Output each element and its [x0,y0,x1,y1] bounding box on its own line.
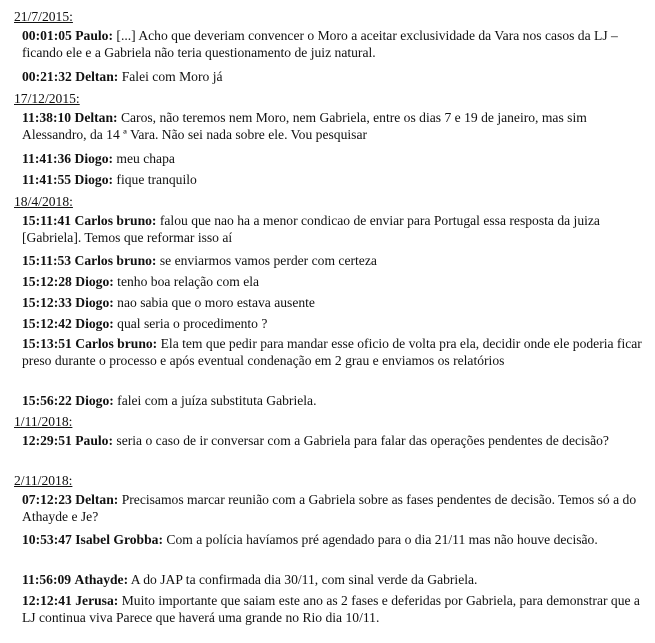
message-sender: Diogo: [75,274,114,289]
message [22,171,644,188]
message-text: Precisamos marcar reunião com a Gabriela sobre as fases pendentes de decisão. Temos só a do Athayde e Je? [22,492,637,524]
message [22,315,644,332]
message-time: 10:53:47 [22,532,72,547]
message-time: 15:12:42 [22,316,72,331]
message-text: [...] Acho que deveriam convencer o Moro a aceitar exclusividade da Vara nos casos da LJ – ficando ele e a Gabriela não teria questionamento de juiz natural. [22,28,618,60]
date-heading: 2/11/2018: [14,473,73,488]
message-sender: Paulo: [75,433,114,448]
message-sender: Deltan: [75,69,119,84]
message-text: qual seria o procedimento ? [117,316,268,331]
message [22,27,644,61]
message-time: 00:01:05 [22,28,72,43]
date-heading: 17/12/2015: [14,91,80,106]
date-heading: 1/11/2018: [14,414,73,429]
message [22,531,644,548]
message-sender: Deltan: [74,110,118,125]
message-text: falei com a juíza substituta Gabriela. [117,393,317,408]
message-sender: Deltan: [75,492,119,507]
message-sender: Paulo: [75,28,114,43]
message [22,294,644,311]
message [22,432,644,449]
message-time: 15:11:41 [22,213,72,228]
message [22,335,644,369]
message-time: 11:38:10 [22,110,72,125]
message-text: Falei com Moro já [121,69,223,84]
message-sender: Diogo: [75,295,114,310]
message [22,150,644,167]
message-time: 15:56:22 [22,393,72,408]
message-text: seria o caso de ir conversar com a Gabriela para falar das operações pendentes de decisão? [116,433,609,448]
message-time: 15:13:51 [22,336,72,351]
message-sender: Carlos bruno: [75,336,158,351]
message-time: 12:12:41 [22,593,72,608]
message-time: 15:12:28 [22,274,72,289]
message-time: 07:12:23 [22,492,72,507]
message [22,252,644,269]
message-sender: Carlos bruno: [74,213,157,228]
message-text: tenho boa relação com ela [117,274,260,289]
message-sender: Athayde: [74,572,129,587]
message-text: Com a polícia havíamos pré agendado para o dia 21/11 mas não houve decisão. [166,532,598,547]
message-text: fique tranquilo [116,172,197,187]
message [22,571,644,588]
message-text: se enviarmos vamos perder com certeza [159,253,377,268]
message-text: nao sabia que o moro estava ausente [117,295,315,310]
message [22,212,644,246]
message-text: Ela tem que pedir para mandar esse oficio de volta pra ela, decidir onde ele poderia ficar preso durante o processo e após eventual condenação em 2 grau e enviamos os relatórios [22,336,642,368]
date-heading: 18/4/2018: [14,194,73,209]
message-time: 00:21:32 [22,69,72,84]
message [22,592,644,626]
message-text: Caros, não teremos nem Moro, nem Gabriela, entre os dias 7 e 19 de janeiro, mas sim Alessandro, da 14 ª Vara. Não sei nada sobre ele. Vou pesquisar [22,110,587,142]
message-time: 15:11:53 [22,253,72,268]
message [22,109,644,143]
message-time: 12:29:51 [22,433,72,448]
message-text: Muito importante que saiam este ano as 2 fases e deferidas por Gabriela, para demonstrar que a LJ continua viva Parece que haverá uma grande no Rio dia 10/11. [22,593,640,625]
date-heading: 21/7/2015: [14,9,73,24]
message [22,273,644,290]
message-time: 11:56:09 [22,572,72,587]
message-sender: Diogo: [74,151,114,166]
message-time: 11:41:55 [22,172,72,187]
message [22,392,644,409]
message [22,491,644,525]
message-sender: Diogo: [75,316,114,331]
message-text: meu chapa [116,151,175,166]
message-sender: Isabel Grobba: [75,532,163,547]
message-text: A do JAP ta confirmada dia 30/11, com sinal verde da Gabriela. [130,572,478,587]
message-sender: Carlos bruno: [74,253,157,268]
message-time: 15:12:33 [22,295,72,310]
message-sender: Diogo: [75,393,114,408]
message-sender: Jerusa: [75,593,119,608]
message-sender: Diogo: [74,172,114,187]
message-text: falou que nao ha a menor condicao de enviar para Portugal essa resposta da juiza [Gabriela]. Temos que reformar isso aí [22,213,600,245]
message-time: 11:41:36 [22,151,72,166]
message [22,68,644,85]
